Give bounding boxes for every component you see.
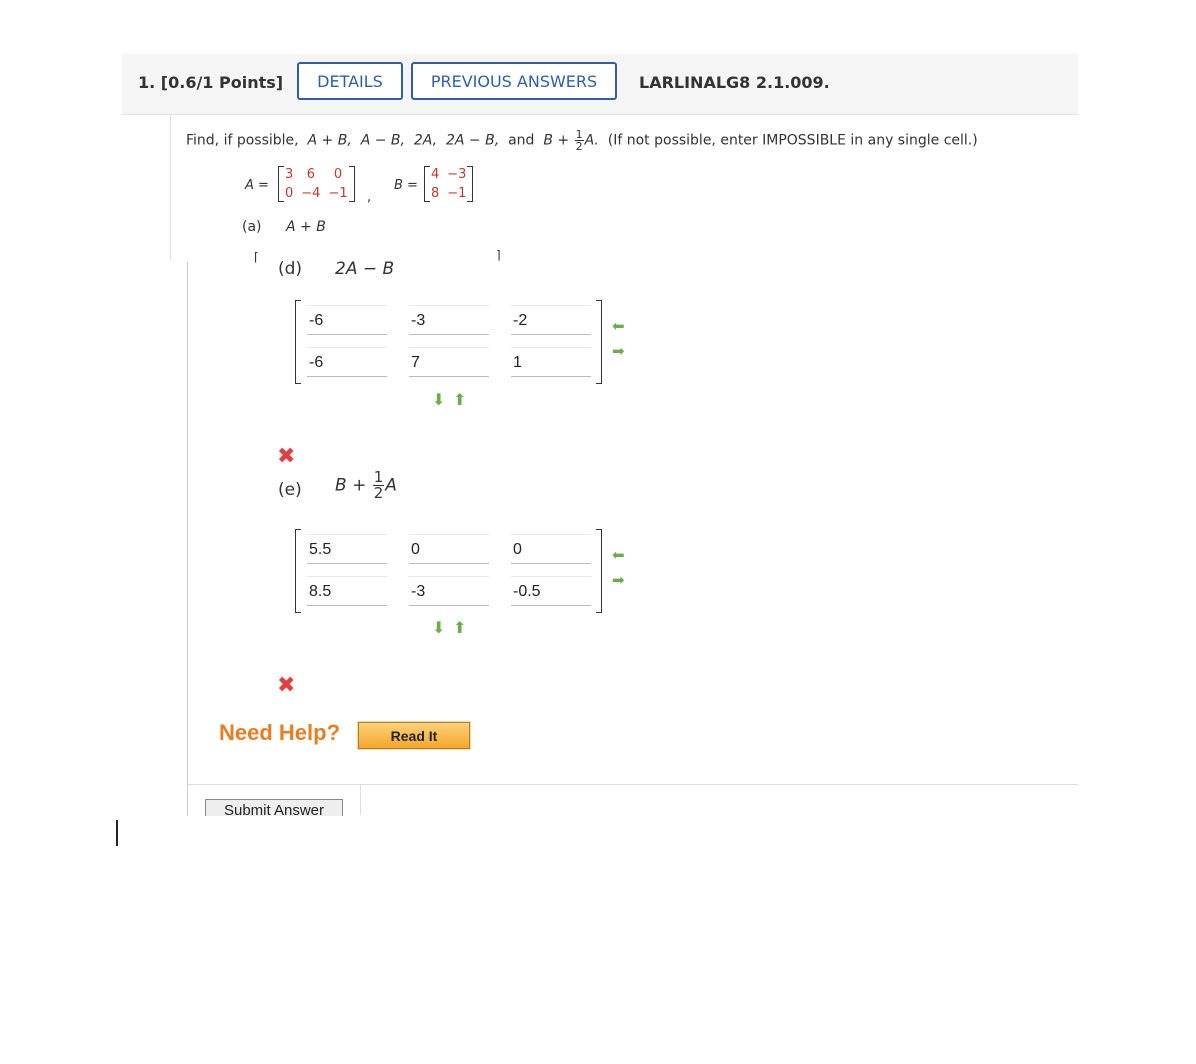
matrix-bracket-left: [295, 529, 301, 613]
matrix-b: 4 −3 8 −1: [424, 163, 473, 202]
matrix-b-label: B =: [394, 178, 418, 193]
footer-separator: [188, 784, 1078, 785]
arrow-down-icon[interactable]: ⬇: [432, 390, 446, 409]
arrow-up-icon[interactable]: ⬆: [453, 390, 467, 409]
arrow-right-icon[interactable]: ➡: [612, 571, 625, 589]
matrix-bracket-left: [295, 300, 301, 384]
question-number-points: 1. [0.6/1 Points]: [138, 73, 284, 92]
panel-border: [187, 262, 188, 816]
comma: ,: [367, 190, 372, 205]
left-rule: [170, 114, 171, 260]
part-a-expression: A + B: [286, 219, 326, 235]
matrix-bracket-right: [596, 529, 602, 613]
matrix-a: 3 6 0 0 −4 −1: [278, 163, 355, 202]
problem-code: LARLINALG8 2.1.009.: [639, 73, 830, 92]
need-help-label: Need Help?: [219, 720, 341, 745]
bracket-fragment-right: ⌉: [496, 248, 501, 262]
details-button[interactable]: DETAILS: [297, 62, 403, 100]
part-e-label: (e): [278, 480, 302, 500]
x-mark-icon: ✖: [277, 673, 296, 698]
submit-answer-button[interactable]: Submit Answer: [205, 799, 343, 816]
answer-cell[interactable]: -3: [409, 576, 489, 606]
answer-cell[interactable]: 8.5: [307, 576, 387, 606]
fraction-one-half: $\frac{1}{2}$: [575, 128, 583, 153]
x-mark-icon: ✖: [277, 444, 296, 469]
answer-cell[interactable]: -3: [409, 305, 489, 335]
answer-cell[interactable]: 1: [511, 347, 591, 377]
bracket-fragment-left: ⌈: [254, 250, 259, 264]
part-d-expression: 2A − B: [335, 259, 395, 279]
part-e-expression: B + $\frac{1}{2}$ A: [335, 468, 397, 502]
previous-answers-button[interactable]: PREVIOUS ANSWERS: [411, 62, 617, 100]
answer-cell[interactable]: -2: [511, 305, 591, 335]
question-text: Find, if possible, A + B, A − B, 2A, 2A − B, and B + $\frac{1}{2}$ A. (If not possible, enter IMPOSSIBLE in any single cell.): [186, 128, 978, 153]
text-cursor: [116, 820, 118, 846]
answer-cell[interactable]: -6: [307, 305, 387, 335]
answer-cell[interactable]: -6: [307, 347, 387, 377]
answer-cell[interactable]: 0: [511, 534, 591, 564]
arrow-left-icon[interactable]: ⬅: [612, 546, 625, 564]
answer-cell[interactable]: 0: [409, 534, 489, 564]
arrow-left-icon[interactable]: ⬅: [612, 317, 625, 335]
part-d-label: (d): [278, 259, 303, 279]
answer-cell[interactable]: 5.5: [307, 534, 387, 564]
matrix-bracket-right: [596, 300, 602, 384]
arrow-right-icon[interactable]: ➡: [612, 342, 625, 360]
part-a-label: (a): [242, 219, 262, 235]
matrix-a-label: A =: [245, 178, 269, 193]
answer-cell[interactable]: -0.5: [511, 576, 591, 606]
answer-cell[interactable]: 7: [409, 347, 489, 377]
arrow-up-icon[interactable]: ⬆: [453, 618, 467, 637]
arrow-down-icon[interactable]: ⬇: [432, 618, 446, 637]
read-it-button[interactable]: Read It: [358, 722, 470, 749]
footer-divider: [360, 785, 361, 815]
